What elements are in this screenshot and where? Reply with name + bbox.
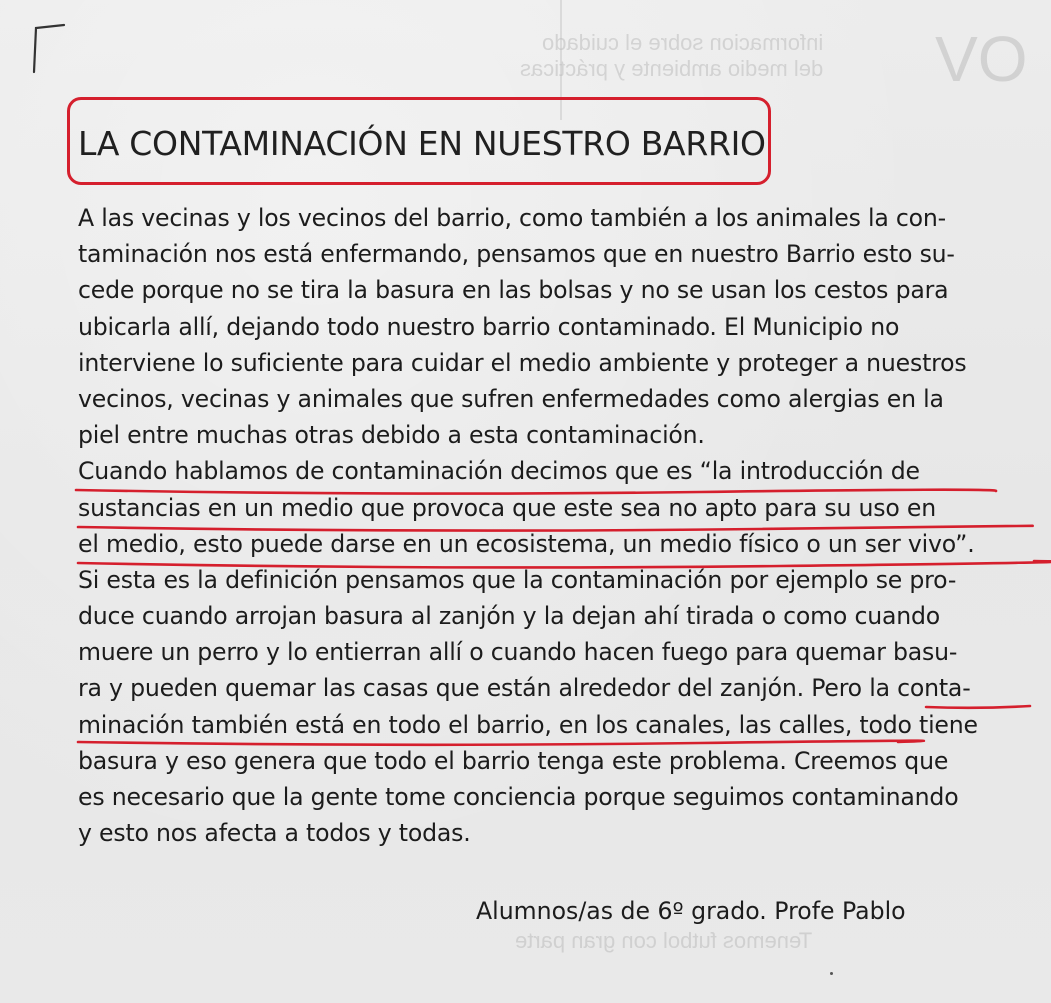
paragraph-line: duce cuando arrojan basura al zanjón y la dejan ahí tirada o como cuando: [78, 602, 940, 631]
paragraph-line: sustancias en un medio que provoca que este sea no apto para su uso en: [78, 493, 936, 522]
paragraph-line: el medio, esto puede darse en un ecosistema, un medio físico o un ser vivo”.: [78, 529, 975, 558]
pencil-corner-mark: [28, 22, 68, 77]
bleed-through-text: informacion sobre el cuidado del medio ambiente y prácticas: [520, 30, 824, 81]
article-title: LA CONTAMINACIÓN EN NUESTRO BARRIO: [78, 124, 766, 163]
signature-line: Alumnos/as de 6º grado. Profe Pablo: [476, 897, 906, 925]
paragraph-line: minación también está en todo el barrio, en los canales, las calles, todo tiene: [78, 710, 978, 739]
paragraph-line: ubicarla allí, dejando todo nuestro barrio contaminado. El Municipio no: [78, 312, 900, 341]
paragraph-line: y esto nos afecta a todos y todas.: [78, 819, 471, 848]
paragraph-line: A las vecinas y los vecinos del barrio, como también a los animales la con-: [78, 204, 946, 232]
paragraph-line: cede porque no se tira la basura en las bolsas y no se usan los cestos para: [78, 276, 949, 305]
paragraph-line: es necesario que la gente tome conciencia porque seguimos contaminando: [78, 783, 959, 811]
bleed-through-letters: ОV: [935, 23, 1028, 95]
paragraph-line: basura y eso genera que todo el barrio tenga este problema. Creemos que: [78, 746, 949, 775]
paragraph-line: piel entre muchas otras debido a esta contaminación.: [78, 421, 705, 450]
bleed-through-footer: Tenemos futbol con gran parte: [515, 928, 813, 953]
ink-speck: [830, 972, 833, 975]
article-body: [78, 200, 1038, 851]
paragraph-line: Si esta es la definición pensamos que la contaminación por ejemplo se pro-: [78, 565, 957, 594]
paragraph-line: vecinos, vecinas y animales que sufren enfermedades como alergias en la: [78, 384, 944, 413]
paragraph-line: ra y pueden quemar las casas que están alrededor del zanjón. Pero la conta-: [78, 674, 971, 703]
paragraph-line: Cuando hablamos de contaminación decimos que es “la introducción de: [78, 457, 920, 486]
paragraph-line: interviene lo suficiente para cuidar el medio ambiente y proteger a nuestros: [78, 348, 967, 377]
paragraph-line: muere un perro y lo entierran allí o cuando hacen fuego para quemar basu-: [78, 638, 958, 667]
paragraph-line: taminación nos está enfermando, pensamos que en nuestro Barrio esto su-: [78, 240, 955, 269]
